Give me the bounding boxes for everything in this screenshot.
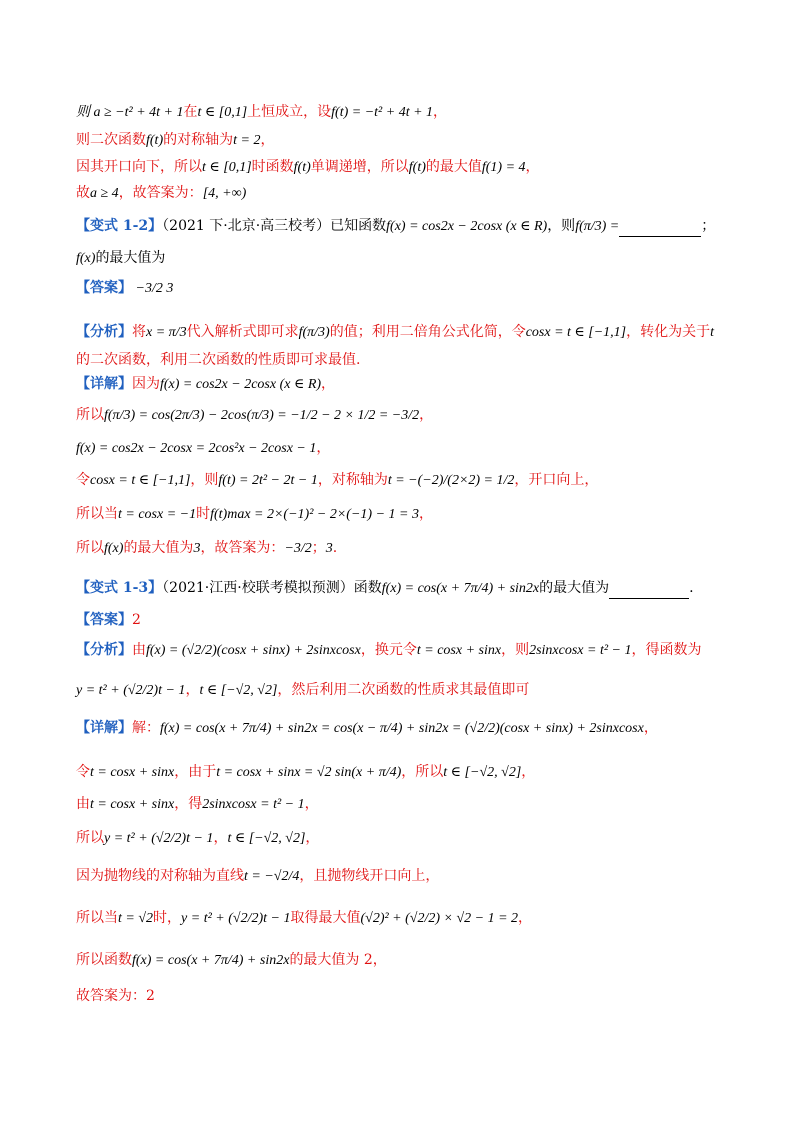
text-line-l27 (76, 986, 728, 1006)
solution-text: ， (304, 796, 319, 812)
math-expression: f(t) (293, 160, 311, 175)
text-line-l8 (76, 322, 728, 343)
solution-text: 令 (76, 472, 90, 488)
text-line-l12 (76, 438, 728, 459)
solution-text: 所以当 (76, 506, 118, 522)
math-expression: f(π/3) = cos(2π/3) − 2cos(π/3) = −1/2 − 2 × 1/2 = −3/2 (104, 408, 420, 423)
math-expression: 2sinxcosx = t² − 1 (202, 797, 305, 812)
section-label: 【答案】 (76, 280, 132, 296)
solution-text: 代入解析式即可求 (186, 324, 299, 340)
math-expression: t = cosx + sinx (90, 765, 175, 780)
solution-text: 所以 (76, 407, 104, 423)
question-text: . (689, 580, 694, 596)
solution-text: 所以函数 (76, 952, 132, 968)
solution-text: ，所以 (401, 764, 444, 780)
solution-text: 所以 (76, 830, 104, 846)
solution-text: ， (525, 159, 540, 175)
solution-text: 将 (132, 324, 146, 340)
solution-text: 的值；利用二倍角公式化简，令 (329, 324, 526, 340)
solution-text: ，转化为关于 (626, 324, 711, 340)
math-expression: f(x) = (√2/2)(cosx + sinx) + 2sinxcosx (146, 643, 361, 658)
math-expression: t ∈ [0,1] (202, 160, 252, 175)
solution-text: ，开口向上， (514, 472, 599, 488)
solution-text: ， (518, 910, 533, 926)
solution-text: ， (521, 764, 536, 780)
text-line-l1 (76, 102, 728, 123)
text-line-l19 (76, 680, 728, 701)
solution-text: 因为抛物线的对称轴为直线 (76, 868, 244, 884)
solution-text: ， (213, 830, 228, 846)
solution-text: ，对称轴为 (317, 472, 388, 488)
question-text: （2021 下·北京·高三校考）已知函数 (162, 218, 387, 234)
text-line-l11 (76, 405, 728, 426)
solution-text: 因为 (132, 376, 160, 392)
section-label: 【详解】 (76, 376, 132, 392)
math-expression: −3/2 (284, 541, 312, 556)
math-expression: f(x) (104, 541, 124, 556)
math-expression: t ∈ [−√2, √2] (199, 683, 278, 698)
section-label: 【详解】 (76, 720, 132, 736)
math-expression: 2sinxcosx = t² − 1 (529, 643, 632, 658)
solution-text: 解： (132, 720, 160, 736)
solution-text: 所以 (76, 540, 104, 556)
solution-text: 的最大值为 (123, 540, 194, 556)
question-text: ； (701, 218, 716, 234)
solution-text: . (332, 540, 338, 556)
solution-text: 在 (183, 104, 198, 120)
solution-text: 单调递增，所以 (310, 159, 409, 175)
text-line-l25 (76, 908, 728, 929)
solution-text: ， (643, 720, 658, 736)
question-text: ，则 (547, 218, 576, 234)
solution-text: ，且抛物线开口向上， (299, 868, 440, 884)
math-expression: f(t) = 2t² − 2t − 1 (218, 473, 318, 488)
solution-text: ， (316, 440, 331, 456)
solution-text: 由 (76, 796, 90, 812)
math-expression: t = −√2/4 (244, 869, 300, 884)
text-line-l13 (76, 470, 728, 491)
solution-text: ， (321, 376, 336, 392)
math-expression: f(x) (76, 251, 96, 266)
math-expression: f(x) = cos(x + 7π/4) + sin2x (381, 581, 540, 596)
math-expression: t (710, 325, 715, 340)
solution-text: 令 (76, 764, 90, 780)
question-text: （2021·江西·校联考模拟预测）函数 (162, 580, 382, 596)
math-expression: t ∈ [0,1] (197, 105, 248, 120)
solution-text: ， (433, 104, 448, 120)
solution-text: ，故答案为： (118, 185, 203, 201)
text-line-l23 (76, 828, 728, 849)
math-expression: f(x) = cos2x − 2cosx (x ∈ R) (160, 377, 322, 392)
solution-text: 的最大值 (425, 159, 482, 175)
math-expression: y = t² + (√2/2)t − 1 (104, 831, 214, 846)
solution-text: ，由于 (174, 764, 217, 780)
solution-text: ，则 (501, 642, 530, 658)
math-expression: f(t) (408, 160, 426, 175)
text-line-l10 (76, 374, 728, 395)
math-expression: t = cosx + sinx (416, 643, 502, 658)
solution-text: ， (419, 407, 434, 423)
math-expression: t = −(−2)/(2×2) = 1/2 (387, 473, 515, 488)
math-expression: −3/2 3 (132, 281, 174, 296)
math-expression: 则 a ≥ −t² + 4t + 1 (76, 105, 184, 120)
math-expression: (√2)² + (√2/2) × √2 − 1 = 2 (360, 911, 519, 926)
solution-text: 故答案为：2 (76, 988, 155, 1004)
text-line-l22 (76, 794, 728, 815)
math-expression: f(t) = −t² + 4t + 1 (331, 105, 434, 120)
math-expression: f(t)max = 2×(−1)² − 2×(−1) − 1 = 3 (210, 507, 419, 522)
text-line-l7 (76, 278, 728, 299)
answer-blank (609, 578, 689, 599)
math-expression: a ≥ 4 (90, 186, 119, 201)
section-label: 【分析】 (76, 324, 132, 340)
math-expression: 3 (325, 541, 333, 556)
solution-text: 由 (132, 642, 146, 658)
math-expression: cosx = t ∈ [−1,1] (90, 473, 191, 488)
math-expression: f(x) = cos(x + 7π/4) + sin2x (132, 953, 290, 968)
solution-text: ，得 (174, 796, 203, 812)
math-expression: t = 2 (233, 133, 261, 148)
text-line-l4 (76, 183, 728, 204)
math-expression: f(x) = cos2x − 2cosx = 2cos²x − 2cosx − 1 (76, 441, 317, 456)
math-expression: t = cosx + sinx (90, 797, 175, 812)
math-expression: y = t² + (√2/2)t − 1 (76, 683, 186, 698)
math-expression: f(x) = cos(x + 7π/4) + sin2x = cos(x − π/4) + sin2x = (√2/2)(cosx + sinx) + 2sinxcosx (160, 721, 644, 736)
text-line-l17 (76, 610, 728, 630)
math-expression: f(1) = 4 (481, 160, 526, 175)
solution-text: ， (260, 132, 275, 148)
section-label: 【分析】 (76, 642, 132, 658)
math-expression: f(t) (146, 133, 164, 148)
solution-text: 时， (153, 910, 182, 926)
text-line-l18 (76, 640, 728, 661)
text-line-l24 (76, 866, 728, 887)
text-line-l20 (76, 718, 728, 739)
math-expression: t = cosx = −1 (118, 507, 197, 522)
math-expression: cosx = t ∈ [−1,1] (525, 325, 627, 340)
text-line-l21 (76, 762, 728, 783)
solution-text: 2 (132, 612, 141, 628)
solution-text: 所以当 (76, 910, 118, 926)
math-expression: f(π/3) = (575, 219, 620, 234)
math-expression: t ∈ [−√2, √2] (443, 765, 522, 780)
answer-blank (619, 216, 701, 237)
solution-text: ，故答案为： (200, 540, 285, 556)
solution-text: 因其开口向下，所以 (76, 159, 202, 175)
text-line-l14 (76, 504, 728, 525)
solution-text: 时 (196, 506, 211, 522)
solution-text: ，得函数为 (631, 642, 702, 658)
solution-text: ， (305, 830, 320, 846)
section-label: 【变式 1-2】 (76, 218, 163, 234)
text-line-l2 (76, 130, 728, 151)
solution-text: 取得最大值 (290, 910, 361, 926)
solution-text: 的对称轴为 (163, 132, 234, 148)
solution-text: ； (311, 540, 326, 556)
text-line-l16 (76, 578, 728, 599)
text-line-l15 (76, 538, 728, 559)
text-line-l9 (76, 350, 728, 370)
solution-text: 的二次函数，利用二次函数的性质即可求最值. (76, 352, 361, 368)
solution-text: 时函数 (251, 159, 294, 175)
text-line-l6 (76, 248, 728, 269)
question-text: 的最大值为 (95, 250, 166, 266)
solution-text: 则二次函数 (76, 132, 146, 148)
math-expression: f(x) = cos2x − 2cosx (x ∈ R) (386, 219, 548, 234)
question-text: 的最大值为 (539, 580, 610, 596)
math-expression: [4, +∞) (202, 186, 247, 201)
text-line-l26 (76, 950, 728, 971)
math-expression: f(π/3) (298, 325, 330, 340)
math-expression: t ∈ [−√2, √2] (227, 831, 306, 846)
section-label: 【答案】 (76, 612, 132, 628)
math-expression: t = √2 (118, 911, 154, 926)
solution-text: 上恒成立，设 (247, 104, 332, 120)
math-expression: 3 (193, 541, 201, 556)
solution-text: ，换元令 (360, 642, 417, 658)
solution-text: ， (418, 506, 433, 522)
solution-text: 故 (76, 185, 90, 201)
math-expression: t = cosx + sinx = √2 sin(x + π/4) (216, 765, 402, 780)
section-label: 【变式 1-3】 (76, 580, 163, 596)
text-line-l5 (76, 216, 728, 237)
math-expression: x = π/3 (146, 325, 187, 340)
solution-text: ，则 (190, 472, 219, 488)
text-line-l3 (76, 157, 728, 178)
solution-text: 的最大值为 2， (289, 952, 387, 968)
math-expression: y = t² + (√2/2)t − 1 (181, 911, 291, 926)
solution-text: ， (185, 682, 200, 698)
solution-text: ，然后利用二次函数的性质求其最值即可 (277, 682, 530, 698)
